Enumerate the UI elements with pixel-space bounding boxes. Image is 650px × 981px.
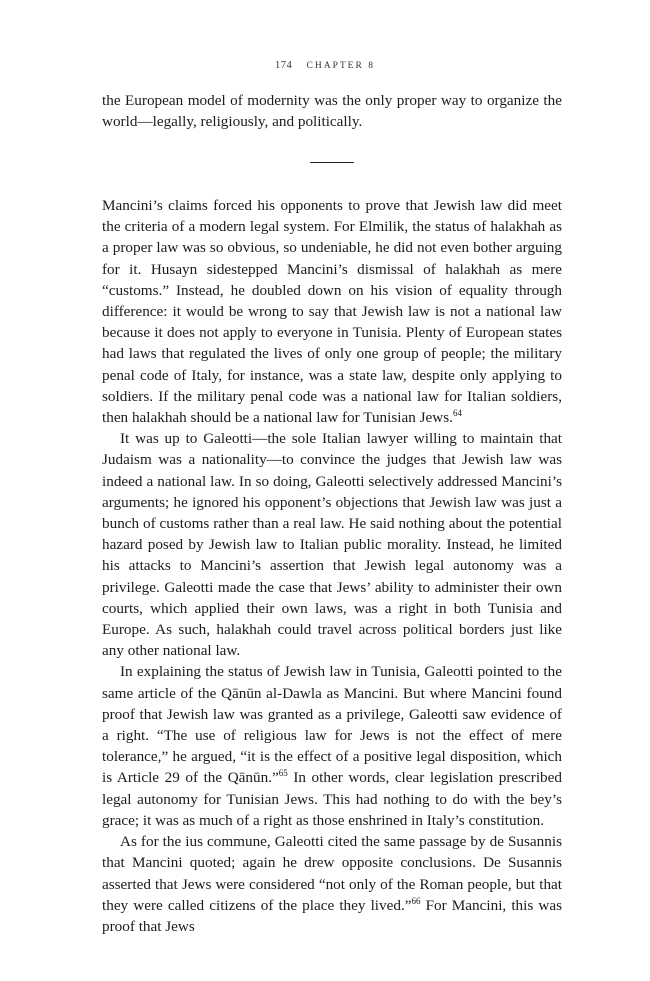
paragraph-2 bbox=[102, 428, 562, 661]
paragraph-1 bbox=[102, 195, 562, 428]
running-head bbox=[0, 60, 650, 71]
paragraph-4 bbox=[102, 831, 562, 937]
main-text-block bbox=[102, 195, 562, 937]
paragraph-3-text-b: In other words, clear legislation prescribed legal autonomy for Tunisian Jews. This had nothing to do with the bey’s grace; it was as much of a right as those enshrined in Italy’s constitution. bbox=[102, 769, 562, 829]
paragraph-1-text: Mancini’s claims forced his opponents to prove that Jewish law did meet the criteria of a modern legal system. For Elmilik, the status of halakhah as a proper law was so obvious, so undeniable, he did not even bother arguing for it. Husayn sidestepped Mancini’s dismissal of halakhah as mere “customs.” Instead, he doubled down on his vision of equality through difference: it would be wrong to say that Jewish law is not a national law because it does not apply to everyone in Tunisia. Plenty of European states had laws that regulated the lives of only one group of people; the military penal code of Italy, for instance, was a state law, despite only applying to soldiers. If the military penal code was a national law for Italian soldiers, then halakhah should be a national law for Tunisian Jews. bbox=[102, 197, 562, 427]
footnote-ref-65[interactable]: 65 bbox=[278, 768, 288, 779]
paragraph-2-text: It was up to Galeotti—the sole Italian lawyer willing to maintain that Judaism was a nationality—to convince the judges that Jewish law was indeed a national law. In so doing, Galeotti selectively addressed Mancini’s arguments; he ignored his opponent’s objections that Jewish law was just a bunch of customs rather than a real law. He said nothing about the potential hazard posed by Jewish law to Italian public morality. Instead, he limited his attacks to Mancini’s assertion that Jewish legal autonomy was a privilege. Galeotti made the case that Jews’ ability to administer their own courts, which applied their own laws, was a right in both Tunisia and Europe. As such, halakhah could travel across political borders just like any other national law. bbox=[102, 430, 562, 660]
chapter-label: CHAPTER 8 bbox=[306, 61, 375, 71]
paragraph-4-text-b: For Mancini, this was proof that Jews bbox=[102, 896, 562, 935]
footnote-ref-66[interactable]: 66 bbox=[411, 895, 421, 906]
footnote-ref-64[interactable]: 64 bbox=[452, 407, 462, 418]
continuation-paragraph: the European model of modernity was the only proper way to organize the world—legally, religiously, and politically. bbox=[102, 92, 562, 131]
paragraph-3 bbox=[102, 661, 562, 831]
paragraph-4-text-a: As for the ius commune, Galeotti cited the same passage by de Susannis that Mancini quoted; again he drew opposite conclusions. De Susannis asserted that Jews were considered “not only of the Roman people, but that they were called citizens of the place they lived.” bbox=[102, 833, 562, 914]
continuation-block bbox=[102, 90, 562, 132]
page-number: 174 bbox=[275, 60, 293, 71]
section-divider bbox=[310, 162, 354, 163]
paragraph-3-text-a: In explaining the status of Jewish law in Tunisia, Galeotti pointed to the same article of the Qānūn al-Dawla as Mancini. But where Mancini found proof that Jewish law was granted as a privilege, Galeotti saw evidence of a right. “The use of religious law for Jews is not the effect of mere tolerance,” he argued, “it is the effect of a positive legal disposition, which is Article 29 of the Qānūn.” bbox=[102, 663, 562, 787]
